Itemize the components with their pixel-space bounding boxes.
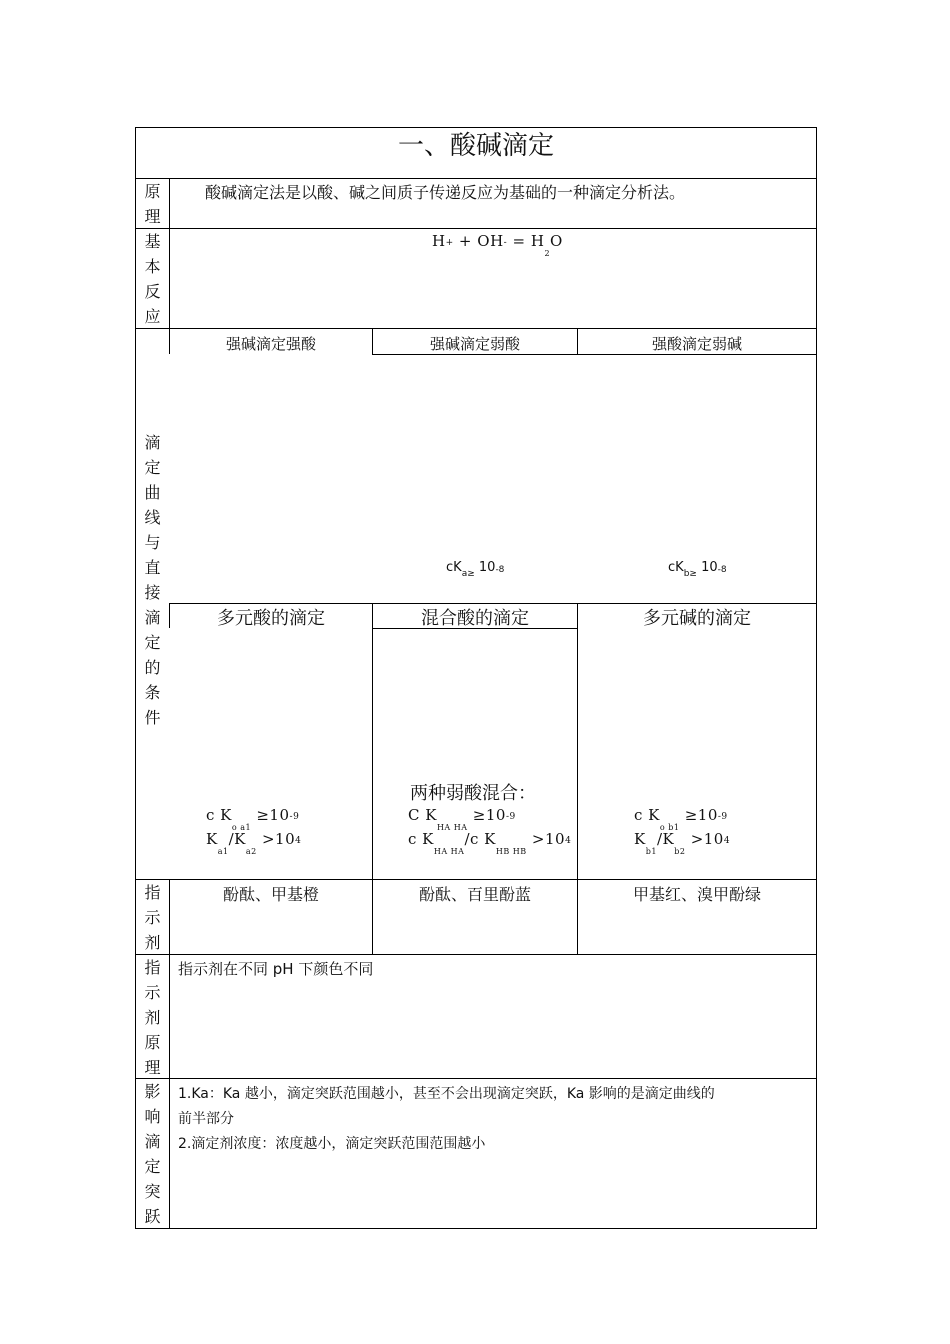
- indicator-col1: 酚酞、甲基橙: [222, 885, 319, 904]
- jump-line-3: 2.滴定剂浓度：浓度越小，滴定突跃范围范围越小: [178, 1136, 486, 1152]
- principle-label: [136, 179, 169, 229]
- exponent: -8: [717, 565, 727, 575]
- superscript: -: [503, 238, 508, 248]
- subscript: HA HA: [433, 847, 465, 856]
- formula-text: /K: [228, 830, 246, 848]
- subscript: 2: [544, 249, 551, 258]
- equals-sign: =: [512, 232, 526, 250]
- header-strong-base-weak-acid: 强碱滴定弱酸: [429, 335, 520, 353]
- superscript: +: [445, 238, 454, 248]
- label-char: 突: [144, 1182, 161, 1201]
- jump-line-2: 前半部分: [178, 1111, 234, 1127]
- subscript: o b1: [659, 823, 680, 832]
- formula-text: c K: [206, 806, 232, 824]
- formula-text: C K: [408, 806, 437, 824]
- label-char: 理: [144, 1058, 161, 1077]
- formula-text: c K: [408, 830, 434, 848]
- label-char: 的: [144, 658, 161, 677]
- basic-reaction-label: [136, 229, 169, 329]
- formula-text: /c K: [464, 830, 496, 848]
- label-char: 原: [144, 1033, 161, 1052]
- label-char: 滴: [144, 433, 161, 452]
- subscript: a2: [245, 847, 257, 856]
- mixed-acid-label: 两种弱酸混合：: [410, 783, 536, 804]
- o-symbol: O: [550, 232, 563, 250]
- label-char: 与: [144, 533, 161, 552]
- condition-weak-acid: [446, 560, 505, 579]
- h-symbol: H: [432, 232, 446, 250]
- reaction-equation: [432, 232, 563, 258]
- label-char: 剂: [144, 933, 161, 952]
- formula-text: >10: [526, 830, 566, 848]
- formula-text: c K: [634, 806, 660, 824]
- value: 10: [701, 560, 718, 575]
- header-mixed-acid: 混合酸的滴定: [421, 608, 529, 629]
- h-symbol: H: [530, 232, 545, 250]
- label-char: 滴: [144, 608, 161, 627]
- label-char: 跃: [144, 1207, 161, 1226]
- exponent: -9: [717, 812, 728, 822]
- label-char: 滴: [144, 1132, 161, 1151]
- label-char: 接: [144, 583, 161, 602]
- subscript: o a1: [231, 823, 252, 832]
- exponent: -8: [495, 565, 505, 575]
- ge-sign: ≥: [467, 569, 475, 579]
- condition-weak-base: [668, 560, 727, 579]
- label-char: 基: [144, 232, 161, 251]
- exponent: 4: [295, 836, 302, 846]
- indicator-label: [136, 880, 169, 955]
- formula-text: ≥10: [467, 806, 506, 824]
- label-char: 示: [144, 908, 161, 927]
- ck-text: cK: [446, 560, 462, 575]
- label-char: 应: [144, 307, 161, 326]
- exponent: 4: [723, 836, 731, 846]
- subscript: HB HB: [495, 847, 527, 856]
- header-polybasic-base: 多元碱的滴定: [643, 608, 751, 629]
- formula-text: >10: [685, 830, 724, 848]
- oh-symbol: OH: [477, 232, 504, 250]
- label-char: 线: [144, 508, 161, 527]
- subscript: a1: [217, 847, 229, 856]
- indicator-col3: 甲基红、溴甲酚绿: [632, 885, 761, 904]
- label-char: 示: [144, 983, 161, 1002]
- label-char: 理: [144, 207, 161, 226]
- header-strong-acid-weak-base: 强酸滴定弱碱: [651, 335, 742, 353]
- value: 10: [478, 560, 496, 575]
- curves-label: [136, 430, 169, 730]
- plus-sign: +: [458, 232, 472, 250]
- mixed-acid-condition-1: [408, 806, 516, 832]
- subscript: b: [683, 569, 690, 579]
- poly-base-condition-1: [634, 806, 728, 832]
- indicator-principle-label: [136, 955, 169, 1080]
- subscript: a: [461, 569, 468, 579]
- label-char: 响: [144, 1107, 161, 1126]
- label-char: 剂: [144, 1008, 161, 1027]
- header-polyprotic-acid: 多元酸的滴定: [217, 608, 325, 629]
- exponent: 4: [565, 836, 572, 846]
- label-char: 件: [144, 708, 161, 727]
- poly-base-condition-2: [634, 830, 731, 856]
- formula-text: /K: [656, 830, 675, 848]
- formula-text: ≥10: [679, 806, 718, 824]
- label-char: 反: [144, 282, 161, 301]
- formula-text: ≥10: [251, 806, 290, 824]
- jump-line-1: 1.Ka：Ka 越小，滴定突跃范围越小，甚至不会出现滴定突跃，Ka 影响的是滴定曲线的: [178, 1086, 715, 1102]
- formula-text: >10: [256, 830, 296, 848]
- label-char: 定: [144, 1157, 161, 1176]
- label-char: 影: [144, 1082, 161, 1101]
- mixed-acid-condition-2: [408, 830, 572, 856]
- label-char: 定: [144, 458, 161, 477]
- subscript: HA HA: [436, 823, 468, 832]
- formula-text: K: [206, 830, 218, 848]
- ck-text: cK: [668, 560, 684, 575]
- poly-acid-condition-1: [206, 806, 300, 832]
- exponent: -9: [289, 812, 300, 822]
- indicator-col2: 酚酞、百里酚蓝: [418, 885, 531, 904]
- page-title: 一、酸碱滴定: [397, 131, 554, 161]
- exponent: -9: [505, 812, 516, 822]
- label-char: 曲: [144, 483, 161, 502]
- ge-sign: ≥: [689, 569, 697, 579]
- label-char: 指: [144, 958, 161, 977]
- label-char: 原: [144, 182, 161, 201]
- formula-text: K: [634, 830, 646, 848]
- subscript: b2: [674, 847, 686, 856]
- indicator-principle-text: 指示剂在不同 pH 下颜色不同: [178, 960, 374, 978]
- poly-acid-condition-2: [206, 830, 302, 856]
- jump-label: [136, 1079, 169, 1229]
- label-char: 直: [144, 558, 161, 577]
- label-char: 指: [144, 883, 161, 902]
- principle-text: 酸碱滴定法是以酸、碱之间质子传递反应为基础的一种滴定分析法。: [205, 183, 686, 202]
- label-char: 本: [144, 257, 161, 276]
- label-char: 定: [144, 633, 161, 652]
- subscript: b1: [645, 847, 657, 856]
- label-char: 条: [144, 683, 161, 702]
- header-strong-base-strong-acid: 强碱滴定强酸: [225, 335, 316, 353]
